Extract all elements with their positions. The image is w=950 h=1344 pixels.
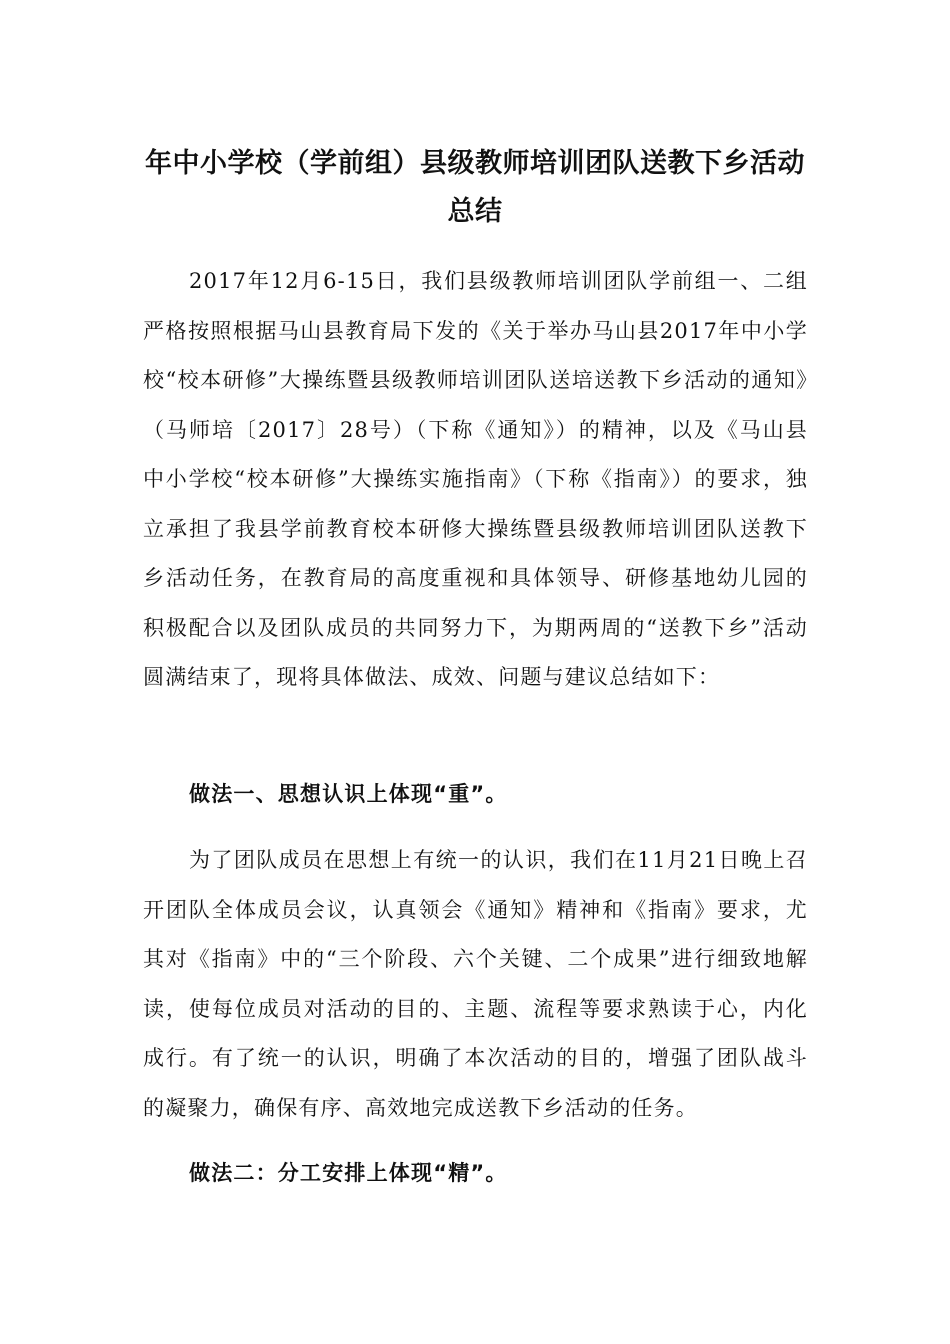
section-paragraph-1: 为了团队成员在思想上有统一的认识，我们在11月21日晚上召开团队全体成员会议，认真领会《通知》精神和《指南》要求，尤其对《指南》中的“三个阶段、六个关键、二个成果”进行细致地解读，使每位成员对活动的目的、主题、流程等要求熟读于心，内化成行。有了统一的认识，明确了本次活动的目的，增强了团队战斗的凝聚力，确保有序、高效地完成送教下乡活动的任务。 [143, 848, 808, 1120]
section-heading-1: 做法一、思想认识上体现“重”。 [189, 782, 508, 806]
intro-paragraph: 2017年12月6-15日，我们县级教师培训团队学前组一、二组严格按照根据马山县教育局下发的《关于举办马山县2017年中小学校“校本研修”大操练暨县级教师培训团队送培送教下乡活动的通知》（马师培〔2017〕28号）（下称《通知》）的精神，以及《马山县中小学校“校本研修”大操练实施指南》（下称《指南》）的要求，独立承担了我县学前教育校本研修大操练暨县级教师培训团队送教下乡活动任务，在教育局的高度重视和具体领导、研修基地幼儿园的积极配合以及团队成员的共同努力下，为期两周的“送教下乡”活动圆满结束了，现将具体做法、成效、问题与建议总结如下： [143, 269, 808, 689]
section-heading-2: 做法二：分工安排上体现“精”。 [189, 1161, 508, 1185]
document-title: 年中小学校（学前组）县级教师培训团队送教下乡活动总结 [145, 148, 805, 227]
